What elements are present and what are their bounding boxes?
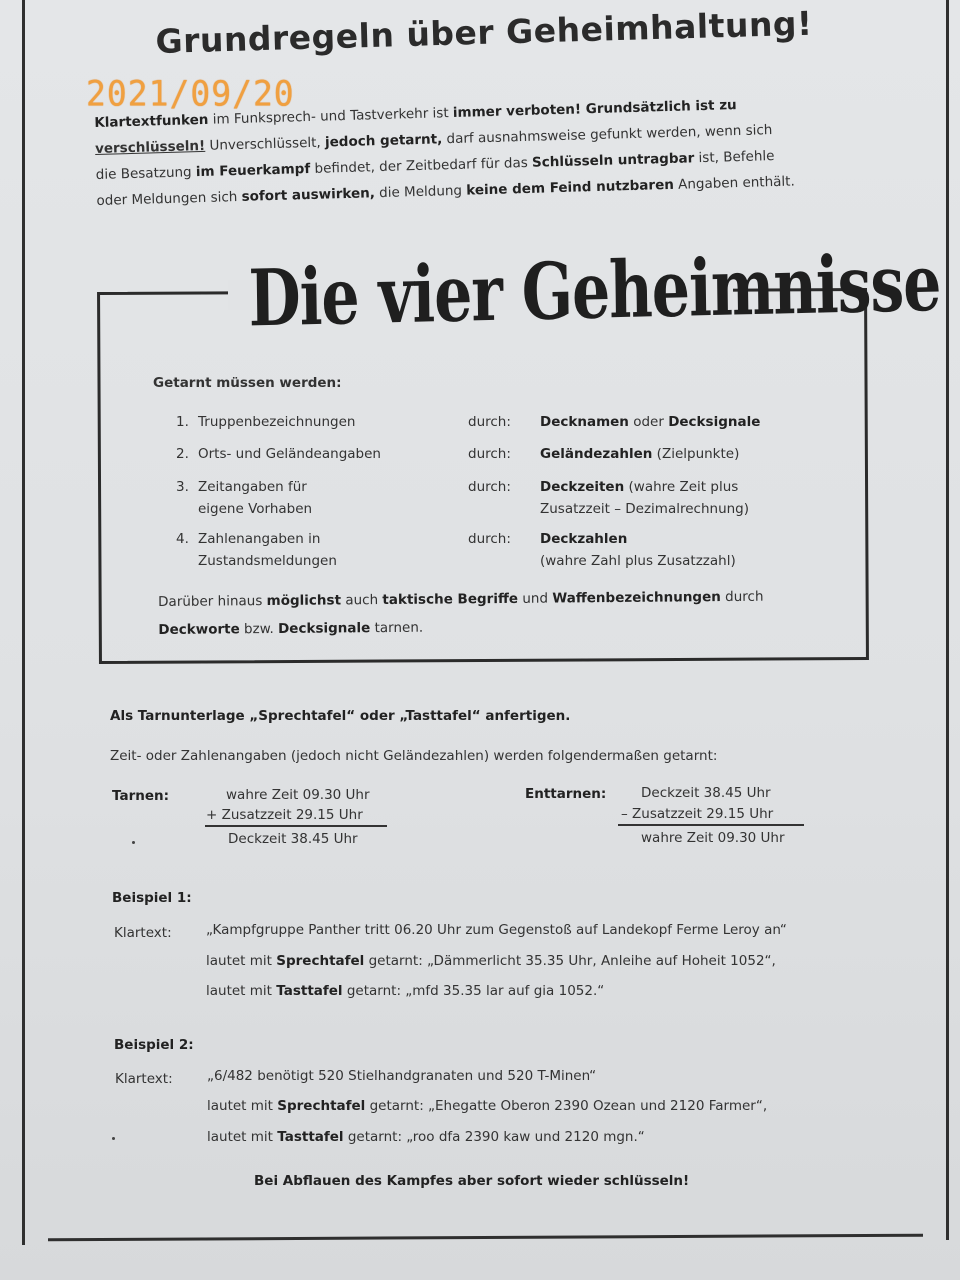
intro-text: Klartextfunken (94, 111, 209, 131)
page-border-bottom (48, 1234, 923, 1242)
item-subject (198, 476, 458, 520)
foot-text: möglichst (266, 592, 342, 610)
closing-instruction: Bei Abflauen des Kampfes aber sofort wieder schlüsseln! (254, 1173, 690, 1189)
enttarnen-row: – Zusatzzeit 29.15 Uhr (621, 806, 774, 822)
foot-text: auch (340, 592, 383, 609)
intro-text: im Feuerkampf (195, 160, 311, 181)
item-via: durch: (468, 446, 511, 462)
beispiel1-sprechtafel (206, 953, 776, 969)
item-subject-line: Zahlenangaben in (198, 531, 321, 547)
foot-text: durch (720, 588, 764, 606)
example-text: lautet mit (207, 1129, 278, 1145)
intro-paragraph (94, 88, 887, 214)
foot-text: tarnen. (370, 619, 424, 637)
ink-speck (112, 1137, 115, 1140)
foot-text: Decksignale (277, 620, 371, 637)
item-method (540, 443, 840, 465)
foot-text: bzw. (239, 620, 279, 638)
example-text: Tasttafel (276, 983, 343, 999)
secret-item (176, 411, 876, 435)
page-border-right (946, 0, 949, 1240)
tarnen-sum-rule (205, 825, 387, 827)
enttarnen-label: Enttarnen: (525, 786, 607, 802)
tarnunterlage-line: Als Tarnunterlage „Sprechtafel“ oder „Tasttafel“ anfertigen. (110, 708, 571, 724)
foot-text: Waffenbezeichnungen (552, 589, 721, 607)
intro-text: keine dem Feind nutzbaren (466, 176, 675, 199)
secrets-subheading: Getarnt müssen werden: (153, 375, 342, 391)
intro-text: Grundsätzlich ist zu (580, 97, 737, 118)
method-bold: Deckzeiten (540, 479, 625, 495)
item-subject: Truppenbezeichnungen (198, 414, 356, 430)
item-method (540, 411, 840, 433)
tarnen-row: wahre Zeit 09.30 Uhr (226, 787, 370, 803)
intro-text: die Meldung (374, 182, 467, 202)
foot-text: taktische Begriffe (382, 590, 519, 609)
beispiel1-klartext: „Kampfgruppe Panther tritt 06.20 Uhr zum Gegenstoß auf Landekopf Ferme Leroy an“ (206, 922, 787, 938)
intro-text: Unverschlüsselt, (204, 134, 326, 154)
item-method (540, 528, 840, 572)
method-text: Zusatzzeit – Dezimalrechnung) (540, 501, 750, 517)
item-method (540, 476, 840, 520)
enttarnen-row: Deckzeit 38.45 Uhr (641, 785, 771, 801)
intro-text: verschlüsseln! (94, 137, 206, 157)
beispiel2-label: Beispiel 2: (114, 1037, 194, 1053)
secret-item (176, 528, 876, 574)
foot-text: Darüber hinaus (158, 593, 267, 610)
example-text: Sprechtafel (277, 1098, 366, 1114)
example-text: Sprechtafel (276, 953, 365, 969)
beispiel1-tasttafel (206, 983, 604, 999)
example-text: lautet mit (207, 1098, 278, 1114)
example-text: lautet mit (206, 983, 277, 999)
example-text: getarnt: „Ehegatte Oberon 2390 Ozean und 2120 Farmer“, (365, 1098, 768, 1114)
intro-text: die Besatzung (95, 164, 197, 183)
tarnen-row: + Zusatzzeit 29.15 Uhr (206, 807, 363, 823)
method-text: (Zielpunkte) (652, 446, 740, 462)
enttarnen-row: wahre Zeit 09.30 Uhr (641, 830, 785, 846)
beispiel2-sprechtafel (207, 1098, 767, 1114)
enttarnen-sum-rule (618, 824, 804, 826)
item-number: 1. (176, 414, 189, 430)
intro-text: darf ausnahmsweise gefunkt werden, wenn sich (442, 122, 773, 148)
item-via: durch: (468, 531, 511, 547)
intro-text: jedoch getarnt, (324, 131, 443, 151)
intro-text: Angaben enthält. (673, 173, 795, 193)
item-number: 2. (176, 446, 189, 462)
foot-text: Deckworte (158, 621, 240, 638)
secret-item (176, 476, 876, 522)
method-bold: Decksignale (668, 414, 761, 430)
beispiel1-klartext-label: Klartext: (114, 925, 172, 941)
beispiel1-label: Beispiel 1: (112, 890, 192, 906)
page-title: Grundregeln über Geheimhaltung! (155, 3, 814, 61)
item-number: 4. (176, 531, 189, 547)
date-stamp: 2021/09/20 (86, 73, 295, 114)
secrets-heading: Die vier Geheimnisse (248, 238, 941, 345)
item-via: durch: (468, 414, 511, 430)
item-number: 3. (176, 479, 189, 495)
example-text: getarnt: „mfd 35.35 lar auf gia 1052.“ (342, 983, 605, 999)
tarn-explanation: Zeit- oder Zahlenangaben (jedoch nicht Geländezahlen) werden folgendermaßen getarnt: (110, 748, 718, 764)
item-subject-line: eigene Vorhaben (198, 501, 313, 517)
example-text: getarnt: „roo dfa 2390 kaw und 2120 mgn.“ (343, 1129, 645, 1145)
example-text: getarnt: „Dämmerlicht 35.35 Uhr, Anleihe auf Hoheit 1052“, (364, 953, 776, 969)
beispiel2-tasttafel (207, 1129, 645, 1145)
item-subject-line: Zeitangaben für (198, 479, 307, 495)
method-bold: Decknamen (540, 414, 629, 430)
beispiel2-klartext: „6/482 benötigt 520 Stielhandgranaten und 520 T-Minen“ (207, 1068, 597, 1084)
intro-text: sofort auswirken, (241, 185, 376, 205)
method-text: oder (628, 414, 669, 430)
tarnen-label: Tarnen: (112, 788, 170, 804)
example-text: lautet mit (206, 953, 277, 969)
secret-item (176, 443, 876, 467)
method-bold: Geländezahlen (540, 446, 653, 462)
intro-text: Schlüsseln untragbar (531, 150, 695, 171)
example-text: Tasttafel (277, 1129, 344, 1145)
method-text: (wahre Zahl plus Zusatzzahl) (540, 553, 736, 569)
page-border-left (22, 0, 25, 1245)
item-subject: Orts- und Geländeangaben (198, 446, 381, 462)
foot-text: und (517, 590, 553, 607)
intro-text: oder Meldungen sich (96, 188, 242, 209)
item-subject (198, 528, 458, 572)
intro-text: befindet, der Zeitbedarf für das (310, 154, 533, 177)
tarnen-row: Deckzeit 38.45 Uhr (228, 831, 358, 847)
secrets-footnote (158, 582, 848, 644)
method-text: (wahre Zeit plus (624, 479, 739, 495)
ink-speck (132, 841, 135, 844)
intro-text: ist, Befehle (694, 148, 775, 167)
method-bold: Deckzahlen (540, 531, 628, 547)
intro-text: im Funksprech- und Tastverkehr ist (208, 104, 454, 128)
intro-text: immer verboten! (452, 101, 582, 121)
item-via: durch: (468, 479, 511, 495)
item-subject-line: Zustandsmeldungen (198, 553, 337, 569)
beispiel2-klartext-label: Klartext: (115, 1071, 173, 1087)
